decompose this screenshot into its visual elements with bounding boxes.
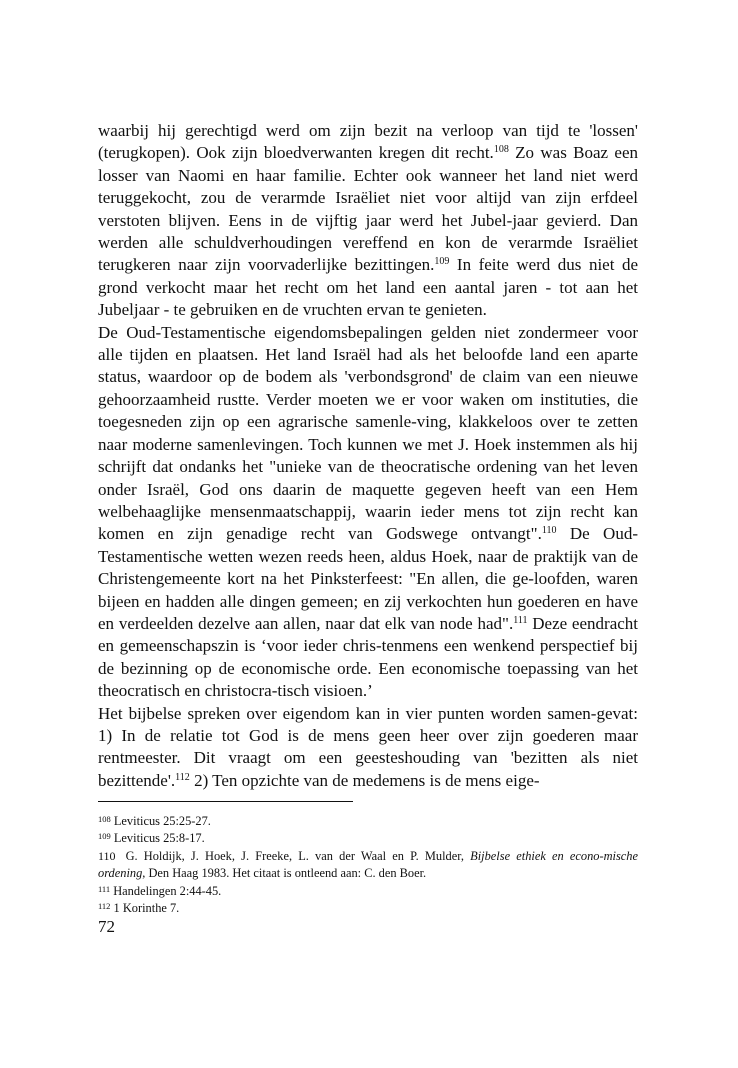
footnote-book-title: Bijbelse ethiek en econo-mische ordening: [98, 849, 638, 880]
footnote-number: 111: [98, 884, 111, 895]
page: [98, 120, 638, 937]
footnote-112: [98, 900, 638, 917]
footnote-text: G. Holdijk, J. Hoek, J. Freeke, L. van der Waal en P. Mulder,: [125, 849, 471, 864]
footnote-text: Leviticus 25:25-27.: [113, 814, 211, 829]
text-segment: 2) Ten opzichte van de medemens is de mens eige-: [189, 770, 540, 790]
footnote-divider: [98, 801, 353, 802]
footnote-108: [98, 813, 638, 830]
footnote-text: Leviticus 25:8-17.: [113, 830, 205, 845]
text-segment: Zo was Boaz een losser van Naomi en haar familie. Echter ook wanneer het land niet werd teruggekocht, zou de verarmde Israëliet niet voor altijd van zijn erfdeel verstoten blijven. Eens in de vijftig jaar werd het Jubel-jaar gevierd. Dan werden alle schuldverhoudingen vereffend en kon de verarmde Israëliet terugkeren naar zijn voorvaderlijke bezittingen.: [98, 143, 638, 275]
footnote-number: 108: [98, 814, 111, 825]
footnote-ref-111[interactable]: 111: [513, 614, 528, 626]
footnote-text: 1 Korinthe 7.: [113, 900, 180, 915]
footnote-111: [98, 883, 638, 900]
footnote-number: 112: [98, 900, 111, 911]
footnote-109: [98, 830, 638, 847]
text-segment: waarbij hij gerechtigd werd om zijn bezit na verloop van tijd te 'lossen' (terugkopen). Ook zijn bloedverwanten kregen dit recht.: [98, 121, 638, 163]
footnote-text: , Den Haag 1983. Het citaat is ontleend aan: C. den Boer.: [142, 865, 427, 880]
footnote-110: [98, 848, 638, 881]
body-text: [98, 120, 638, 792]
footnote-number: 110: [98, 849, 116, 864]
footnote-ref-110[interactable]: 110: [541, 525, 557, 537]
footnote-ref-109[interactable]: 109: [434, 256, 450, 268]
text-segment: In feite werd dus niet de grond verkocht maar het recht om het land een aantal jaren - tot aan het Jubeljaar - te gebruiken en de vruchten ervan te genieten.: [98, 255, 638, 320]
footnote-ref-108[interactable]: 108: [493, 144, 509, 156]
footnotes: [98, 813, 638, 916]
text-segment: De Oud-Testamentische wetten wezen reeds heen, aldus Hoek, naar de praktijk van de Christengemeente kort na het Pinksterfeest: "En allen, die ge-loofden, waren bijeen en hadden alle dingen gemeen; en zij verkochten hun goederen en have en verdeelden dezelve aan allen, naar dat elk van node had".: [98, 524, 638, 633]
footnote-number: 109: [98, 830, 111, 841]
footnote-ref-112[interactable]: 112: [175, 771, 190, 783]
text-segment: De Oud-Testamentische eigendomsbepalingen gelden niet zondermeer voor alle tijden en plaatsen. Het land Israël had als het beloofde land een aparte status, waardoor op de bodem als 'verbondsgrond' de claim van een nieuwe gehoorzaamheid rustte. Verder moeten we er voor waken om instituties, die toegesneden zijn op een agrarische samenle-ving, klakkeloos over te zetten naar moderne samenlevingen. Toch kunnen we met J. Hoek instemmen als hij schrijft dat ondanks het "unieke van de theocratische ordening van het leven onder Israël, God ons daarin de maquette gegeven heeft van een Hem welbehaaglijke mensenmaatschappij, waarin ieder mens tot zijn recht kan komen en zijn genadige recht van Godswege ontvangt".: [98, 322, 638, 544]
paragraph-1: [98, 120, 638, 322]
paragraph-2: [98, 322, 638, 703]
page-number: 72: [98, 917, 115, 937]
footnote-text: Handelingen 2:44-45.: [113, 884, 222, 899]
text-segment: Het bijbelse spreken over eigendom kan in vier punten worden samen-gevat: 1) In de relatie tot God is de mens geen heer over zijn goederen maar rentmeester. Dit vraagt om een geesteshouding van 'bezitten als niet bezittende'.: [98, 703, 638, 790]
paragraph-3: [98, 703, 638, 793]
text-segment: Deze eendracht en gemeenschapszin is ‘voor ieder chris-tenmens een wenkend perspectief bij de bezinning op de economische orde. Een economische toepassing van het theocratisch en christocra-tisch visioen.’: [98, 613, 639, 701]
